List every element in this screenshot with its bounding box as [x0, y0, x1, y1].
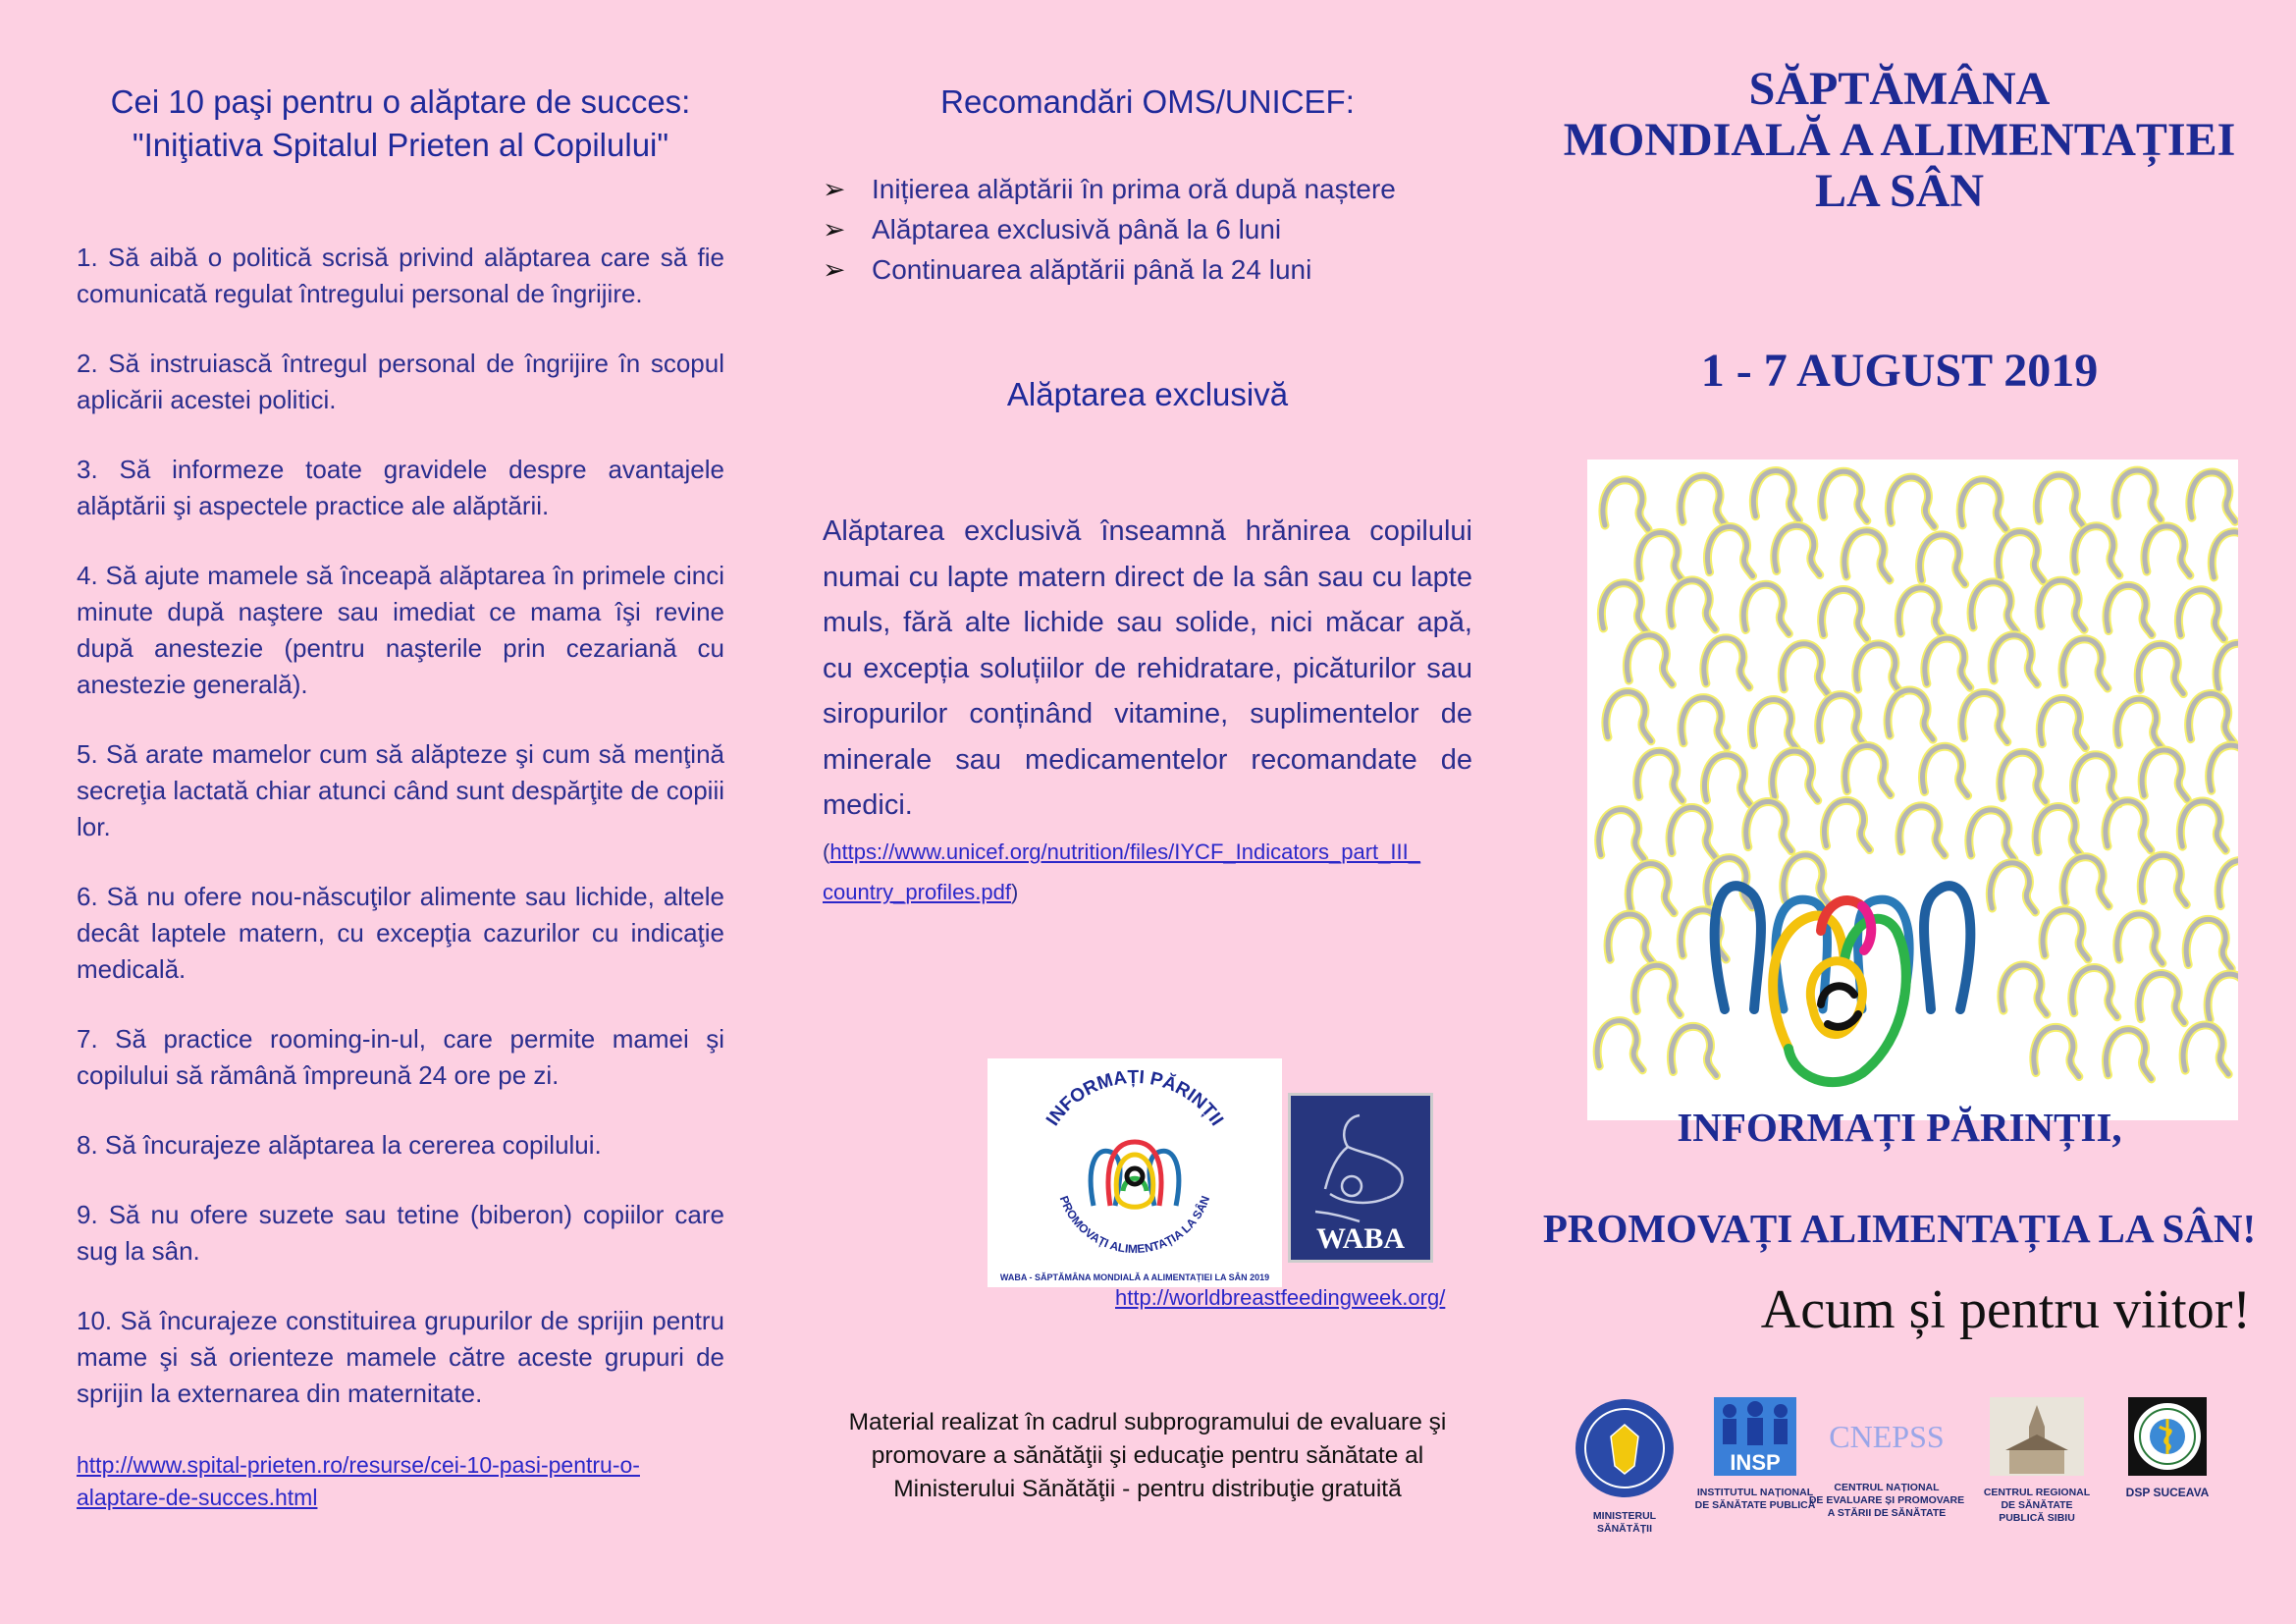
crowd-figure: [1637, 751, 1682, 800]
org-label-line2: DE SĂNĂTATE PUBLICĂ: [1694, 1499, 1816, 1511]
crowd-figure: [2107, 1030, 2152, 1079]
crowd-figure: [1672, 1026, 1717, 1075]
crowd-figure: [1822, 471, 1867, 520]
org-label: [2113, 1487, 2221, 1499]
crowd-figure: [1969, 810, 2014, 859]
crowd-figure: [2139, 974, 2184, 1023]
org-cnepss: [1803, 1397, 1970, 1520]
unicef-link-line1: https://www.unicef.org/nutrition/files/IYCF_Indicators_part_III_: [829, 839, 1420, 864]
sibiu-tower-icon: [1990, 1397, 2084, 1476]
family-center-icon: [1715, 886, 1971, 1082]
arrow-bullet-icon: ➢: [823, 174, 846, 204]
crowd-figure: [2063, 857, 2109, 906]
crowd-figure: [2142, 750, 2187, 799]
crowd-figure: [1670, 580, 1715, 629]
org-label-line2: DE EVALUARE ȘI PROMOVARE: [1808, 1494, 1965, 1506]
step-item: 7. Să practice rooming-in-ul, care permite mamei şi copilului să rămână împreună 24 ore pe zi.: [77, 1024, 724, 1090]
crowd-figure: [1898, 588, 1944, 637]
ten-steps-title-line1: Cei 10 paşi pentru o alăptare de succes:: [110, 83, 691, 120]
recommendations-title: Recomandări OMS/UNICEF:: [940, 83, 1355, 120]
crowd-figure: [2074, 526, 2119, 575]
material-note: [823, 1406, 1472, 1506]
step-item: 3. Să informeze toate gravidele despre avantajele alăptării şi aspectele practice ale alăptării.: [77, 455, 724, 520]
ten-steps-title: [77, 81, 724, 167]
crowd-figure: [1608, 914, 1653, 963]
org-label-line1: INSTITUTUL NAȚIONAL: [1696, 1487, 1814, 1498]
recommendation-item: [823, 209, 1472, 249]
crowd-figure: [2183, 1025, 2228, 1074]
org-label: [1566, 1510, 1683, 1536]
crowd-figure: [2189, 694, 2234, 743]
crowd-figure: [1899, 806, 1945, 855]
ten-steps-title-line2: "Iniţiativa Spitalul Prieten al Copilului": [132, 127, 669, 163]
recommendation-text: Inițierea alăptării în prima oră după naștere: [872, 174, 1396, 204]
crowd-figure: [1682, 698, 1727, 747]
crowd-figure: [2117, 699, 2163, 748]
crowd-figure: [1597, 1021, 1642, 1070]
crowd-figure: [2115, 470, 2161, 519]
arrow-bullet-icon: ➢: [823, 254, 846, 285]
step-item: 8. Să încurajeze alăptarea la cererea copilului.: [77, 1130, 602, 1160]
crowd-figure: [1603, 480, 1648, 529]
family-figures-icon: [1091, 1142, 1179, 1207]
org-label-line3: A STĂRII DE SĂNĂTATE: [1827, 1507, 1947, 1519]
crowd-figure: [1960, 480, 2005, 529]
crowd-figure: [1889, 477, 1934, 526]
world-breastfeeding-week-link[interactable]: http://worldbreastfeedingweek.org/: [1115, 1285, 1446, 1310]
waba-text: WABA: [1315, 1222, 1406, 1255]
insp-logo-icon: [1714, 1397, 1796, 1476]
material-note-line2: promovare a sănătăţii şi educaţie pentru sănătate al: [871, 1442, 1424, 1469]
crowd-figure: [1629, 864, 1674, 913]
unicef-link[interactable]: [823, 839, 1420, 904]
recommendation-text: Continuarea alăptării până la 24 luni: [872, 254, 1312, 285]
recommendation-item: [823, 169, 1472, 209]
org-label-line2: DE SĂNĂTATE: [2001, 1499, 2073, 1511]
crowd-figure: [1670, 807, 1715, 856]
crowd-figure: [1704, 638, 1749, 687]
step-item: 5. Să arate mamelor cum să alăpteze şi cum să menţină secreţia lactată chiar atunci când sunt despărţite de copiii lor.: [77, 739, 724, 841]
material-note-line1: Material realizat în cadrul subprogramului de evaluare şi: [848, 1409, 1447, 1435]
week-title-line2: MONDIALĂ A ALIMENTAȚIEI: [1563, 114, 2236, 166]
step-item: 6. Să nu ofere nou-născuţilor alimente sau lichide, altele decât laptele matern, cu excepţia cazurilor cu indicaţie medicală.: [77, 882, 724, 984]
recommendations-list: [823, 169, 1472, 290]
informati-parintii-logo: [988, 1058, 1282, 1287]
crowd-figure: [2040, 698, 2085, 747]
crowd-figure: [1708, 527, 1753, 576]
org-ministry-health: [1566, 1397, 1683, 1536]
org-label: [1963, 1487, 2110, 1525]
crowd-figure: [2178, 590, 2223, 639]
crowd-figure: [1634, 965, 1680, 1014]
step-item: 4. Să ajute mamele să înceapă alăptarea în primele cinci minute după naştere sau imediat ce mama îşi revine după anestezie (pentru naşterile prin cezariană cu anestezie generală).: [77, 561, 724, 699]
ministry-emblem-icon: [1574, 1397, 1676, 1499]
crowd-figure: [1773, 751, 1818, 800]
event-date: 1 - 7 AUGUST 2019: [1700, 345, 2099, 397]
crowd-figure: [2186, 919, 2231, 968]
logo-ring-bottom-text: PROMOVAȚI ALIMENTAȚIA LA SÂN: [1056, 1194, 1213, 1257]
crowd-figure: [1752, 700, 1797, 749]
org-label-line3: PUBLICĂ SIBIU: [1999, 1512, 2075, 1524]
crowd-figure: [1775, 525, 1820, 574]
slogan-promote-breastfeeding: PROMOVAȚI ALIMENTAȚIA LA SÂN!: [1542, 1206, 2257, 1251]
week-title: [1526, 64, 2272, 217]
unicef-link-line2: country_profiles.pdf: [823, 880, 1011, 904]
crowd-figure: [1844, 531, 1890, 580]
crowd-figure: [2117, 914, 2163, 963]
week-title-line3: LA SÂN: [1814, 165, 1985, 217]
crowd-figure: [1638, 533, 1683, 582]
org-dsp-suceava: [2113, 1397, 2221, 1499]
crowd-figures-illustration: [1587, 460, 2238, 1120]
org-label-line1: MINISTERUL: [1592, 1510, 1657, 1522]
crowd-figure: [2180, 801, 2225, 850]
recommendation-text: Alăptarea exclusivă până la 6 luni: [872, 214, 1282, 244]
crowd-figure: [2106, 801, 2151, 850]
crowd-figure: [2141, 855, 2186, 904]
spital-prieten-link[interactable]: [77, 1449, 724, 1514]
crowd-figure: [1971, 582, 2016, 631]
step-item: 2. Să instruiască întregul personal de îngrijire în scopul aplicării acestei politici.: [77, 349, 724, 414]
crowd-figure: [2002, 965, 2047, 1014]
crowd-figure: [2039, 580, 2084, 629]
waba-mother-child-icon: [1291, 1096, 1430, 1260]
slogan-now-and-future: Acum și pentru viitor!: [1760, 1279, 2251, 1340]
crowd-figure: [1746, 801, 1791, 850]
unicef-link-block: (https://www.unicef.org/nutrition/files/IYCF_Indicators_part_III_ country_profiles.pdf): [823, 839, 1420, 904]
crowd-figure: [1998, 532, 2043, 581]
crowd-figure: [2138, 644, 2183, 693]
crowd-figure: [2062, 639, 2108, 688]
crowd-figure: [1599, 810, 1644, 859]
crowd-figure: [1925, 638, 1970, 687]
exclusive-breastfeeding-title: Alăptarea exclusivă: [1006, 376, 1289, 412]
spital-prieten-link-line1: http://www.spital-prieten.ro/resurse/cei-10-pasi-pentru-o-: [77, 1452, 640, 1478]
crowd-figure: [2036, 807, 2081, 856]
crowd-figure: [1606, 692, 1651, 741]
recommendation-item: [823, 249, 1472, 290]
informati-parintii-logo-graphic: [988, 1058, 1282, 1287]
cnepss-logo: [1803, 1397, 1970, 1476]
waba-logo: [1288, 1093, 1433, 1263]
insp-logo-text: INSP: [1730, 1450, 1781, 1475]
crowd-figure: [2072, 968, 2117, 1017]
dsp-suceava-seal-icon: [2128, 1397, 2207, 1476]
org-label-line1: CENTRUL REGIONAL: [1983, 1487, 2091, 1498]
crowd-figure: [1990, 863, 2035, 912]
crowd-figure: [2107, 585, 2152, 634]
crowd-figure-outline: [2212, 532, 2238, 581]
cnepss-logo-text: CNEPSS: [1829, 1418, 1945, 1454]
crowd-figure: [1743, 584, 1789, 633]
crowd-figure: [2037, 475, 2082, 524]
crowd-figure: [1822, 589, 1867, 638]
crowd-figure: [2034, 1027, 2079, 1076]
org-label: [1803, 1482, 1970, 1520]
crowd-figure: [1845, 746, 1891, 795]
step-item: 1. Să aibă o politică scrisă privind alăptarea care să fie comunicată regulat întregului personal de îngrijire.: [77, 243, 724, 308]
material-note-line3: Ministerului Sănătăţii - pentru distribuţie gratuită: [893, 1476, 1402, 1502]
crowd-figure: [1819, 695, 1864, 744]
ten-steps-list: [77, 240, 724, 1439]
week-title-line1: SĂPTĂMÂNA: [1748, 63, 2051, 115]
crowd-figure: [1920, 535, 1965, 584]
org-cr-sibiu: [1963, 1397, 2110, 1525]
crowd-figure: [1627, 635, 1672, 684]
crowd-figure: [1992, 635, 2037, 684]
crowd-figure: [1856, 644, 1901, 693]
step-item: 10. Să încurajeze constituirea grupurilor de sprijin pentru mame şi să orienteze mamele către aceste grupuri de sprijin la externarea din maternitate.: [77, 1306, 724, 1408]
crowd-figure: [2043, 910, 2088, 959]
slogan-inform-parents: INFORMAȚI PĂRINȚII,: [1677, 1105, 2122, 1150]
crowd-figure: [1782, 644, 1827, 693]
crowd-figure: [1923, 746, 1968, 795]
crowd-figure: [1601, 583, 1646, 632]
crowd-figure: [1825, 800, 1870, 849]
logo-caption: WABA - SĂPTĂMÂNA MONDIALĂ A ALIMENTAȚIEI LA SÂN 2019: [999, 1272, 1270, 1282]
org-label-line1: DSP SUCEAVA: [2125, 1486, 2210, 1499]
crowd-figure: [1753, 471, 1798, 520]
crowd-figure: [2001, 752, 2046, 801]
crowd-figure: [1962, 692, 2007, 741]
org-label-line1: CENTRUL NAȚIONAL: [1834, 1482, 1940, 1493]
step-item: 9. Să nu ofere suzete sau tetine (biberon) copiilor care sug la sân.: [77, 1200, 724, 1266]
logo-ring-top-text: INFORMAȚI PĂRINȚII: [1042, 1066, 1227, 1130]
exclusive-breastfeeding-body: Alăptarea exclusivă înseamnă hrănirea copilului numai cu lapte matern direct de la sân sau cu lapte muls, fără alte lichide sau solide, nici măcar apă, cu excepția soluțiilor de rehidratare, picăturilor sau siropurilor conținând vitamine, suplimentelor de minerale sau medicamentelor recomandate de medici.: [823, 515, 1472, 821]
arrow-bullet-icon: ➢: [823, 214, 846, 244]
poster-artwork: [1587, 460, 2238, 1120]
spital-prieten-link-line2: alaptare-de-succes.html: [77, 1485, 318, 1510]
crowd-figure: [1705, 755, 1750, 804]
crowd-figure: [1681, 476, 1726, 525]
crowd-figure: [2190, 472, 2235, 521]
crowd-silhouettes: [1597, 470, 2238, 1079]
org-label-line2: SĂNĂTĂȚII: [1597, 1523, 1652, 1535]
crowd-figure: [2074, 755, 2119, 804]
crowd-figure: [1888, 690, 1933, 739]
crowd-figure: [2145, 526, 2190, 575]
